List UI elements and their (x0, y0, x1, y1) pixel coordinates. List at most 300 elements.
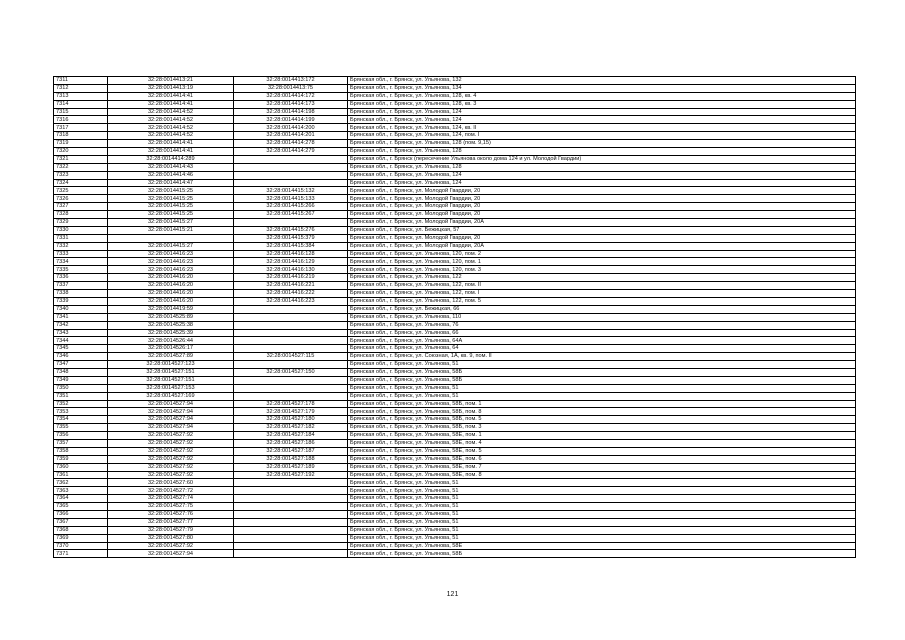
land-cadastral-number-cell: 32:28:0014416:23 (108, 266, 234, 274)
object-cadastral-number-cell: 32:28:0014413:172 (234, 77, 348, 85)
table-row (54, 345, 856, 353)
row-number-cell: 7320 (54, 148, 108, 156)
land-cadastral-number-cell: 32:28:0014413:21 (108, 77, 234, 85)
object-cadastral-number-cell: 32:28:0014414:278 (234, 140, 348, 148)
land-cadastral-number-cell: 32:28:0014527:92 (108, 542, 234, 550)
land-cadastral-number-cell: 32:28:0014527:92 (108, 463, 234, 471)
row-number-cell: 7338 (54, 290, 108, 298)
row-number-cell: 7312 (54, 84, 108, 92)
address-cell: Брянская обл., г. Брянск, ул. Ульянова, 58Б, пом. 5 (348, 416, 856, 424)
address-cell: Брянская обл., г. Брянск, ул. Молодой Гвардии, 20 (348, 234, 856, 242)
address-cell: Брянская обл., г. Брянск, ул. Ульянова, 122, пом. 5 (348, 297, 856, 305)
address-cell: Брянская обл., г. Брянск, ул. Ульянова, 128 (348, 163, 856, 171)
object-cadastral-number-cell: 32:28:0014416:222 (234, 290, 348, 298)
row-number-cell: 7349 (54, 376, 108, 384)
row-number-cell: 7335 (54, 266, 108, 274)
row-number-cell: 7326 (54, 195, 108, 203)
address-cell: Брянская обл., г. Брянск, ул. Ульянова, 51 (348, 479, 856, 487)
table-row (54, 195, 856, 203)
row-number-cell: 7339 (54, 297, 108, 305)
address-cell: Брянская обл., г. Брянск, ул. Ульянова, 76 (348, 321, 856, 329)
table-row (54, 140, 856, 148)
address-cell: Брянская обл., г. Брянск, ул. Ульянова, 51 (348, 487, 856, 495)
row-number-cell: 7318 (54, 132, 108, 140)
land-cadastral-number-cell: 32:28:0014419:59 (108, 305, 234, 313)
object-cadastral-number-cell: 32:28:0014416:219 (234, 274, 348, 282)
land-cadastral-number-cell: 32:28:0014414:46 (108, 171, 234, 179)
object-cadastral-number-cell (234, 376, 348, 384)
row-number-cell: 7351 (54, 392, 108, 400)
row-number-cell: 7362 (54, 479, 108, 487)
land-cadastral-number-cell: 32:28:0014527:94 (108, 550, 234, 558)
table-row (54, 211, 856, 219)
land-cadastral-number-cell: 32:28:0014414:41 (108, 92, 234, 100)
address-cell: Брянская обл., г. Брянск, ул. Ульянова, 124 (348, 179, 856, 187)
row-number-cell: 7344 (54, 337, 108, 345)
land-cadastral-number-cell: 32:28:0014416:20 (108, 290, 234, 298)
land-cadastral-number-cell: 32:28:0014415:27 (108, 242, 234, 250)
address-cell: Брянская обл., г. Брянск, ул. Ульянова, 134 (348, 84, 856, 92)
address-cell: Брянская обл., г. Брянск, ул. Ульянова, 58Б (348, 550, 856, 558)
land-cadastral-number-cell: 32:28:0014527:77 (108, 518, 234, 526)
object-cadastral-number-cell (234, 495, 348, 503)
row-number-cell: 7347 (54, 361, 108, 369)
object-cadastral-number-cell: 32:28:0014527:188 (234, 455, 348, 463)
row-number-cell: 7363 (54, 487, 108, 495)
land-cadastral-number-cell: 32:28:0014527:92 (108, 439, 234, 447)
table-row (54, 132, 856, 140)
object-cadastral-number-cell (234, 329, 348, 337)
object-cadastral-number-cell: 32:28:0014527:180 (234, 416, 348, 424)
table-row (54, 321, 856, 329)
table-row (54, 400, 856, 408)
row-number-cell: 7314 (54, 100, 108, 108)
land-cadastral-number-cell: 32:28:0014527:89 (108, 353, 234, 361)
address-cell: Брянская обл., г. Брянск, ул. Молодой Гвардии, 20 (348, 211, 856, 219)
object-cadastral-number-cell (234, 510, 348, 518)
land-cadastral-number-cell: 32:28:0014414:289 (108, 155, 234, 163)
object-cadastral-number-cell: 32:28:0014527:186 (234, 439, 348, 447)
object-cadastral-number-cell (234, 479, 348, 487)
land-cadastral-number-cell (108, 234, 234, 242)
table-row (54, 258, 856, 266)
row-number-cell: 7334 (54, 258, 108, 266)
object-cadastral-number-cell: 32:28:0014527:150 (234, 368, 348, 376)
page-number: 121 (446, 591, 459, 598)
land-cadastral-number-cell: 32:28:0014415:25 (108, 203, 234, 211)
object-cadastral-number-cell: 32:28:0014415:133 (234, 195, 348, 203)
address-cell: Брянская обл., г. Брянск, ул. Ульянова, 124 (348, 171, 856, 179)
land-cadastral-number-cell: 32:28:0014527:94 (108, 424, 234, 432)
object-cadastral-number-cell: 32:28:0014416:129 (234, 258, 348, 266)
address-cell: Брянская обл., г. Брянск, ул. Бежицкая, 57 (348, 226, 856, 234)
row-number-cell: 7370 (54, 542, 108, 550)
object-cadastral-number-cell: 32:28:0014415:276 (234, 226, 348, 234)
land-cadastral-number-cell: 32:28:0014415:25 (108, 195, 234, 203)
object-cadastral-number-cell: 32:28:0014415:132 (234, 187, 348, 195)
table-row (54, 479, 856, 487)
address-cell: Брянская обл., г. Брянск, ул. Ульянова, 58Б (348, 376, 856, 384)
land-cadastral-number-cell: 32:28:0014526:44 (108, 337, 234, 345)
address-cell: Брянская обл., г. Брянск, ул. Молодой Гвардии, 20А (348, 219, 856, 227)
table-row (54, 179, 856, 187)
object-cadastral-number-cell: 32:28:0014415:384 (234, 242, 348, 250)
land-cadastral-number-cell: 32:28:0014414:41 (108, 148, 234, 156)
land-cadastral-number-cell: 32:28:0014527:92 (108, 471, 234, 479)
row-number-cell: 7356 (54, 432, 108, 440)
row-number-cell: 7316 (54, 116, 108, 124)
address-cell: Брянская обл., г. Брянск, ул. Молодой Гвардии, 20 (348, 203, 856, 211)
address-cell: Брянская обл., г. Брянск, ул. Ульянова, 58Б, пом. 1 (348, 400, 856, 408)
land-cadastral-number-cell: 32:28:0014527:153 (108, 384, 234, 392)
land-cadastral-number-cell: 32:28:0014526:17 (108, 345, 234, 353)
object-cadastral-number-cell: 32:28:0014527:192 (234, 471, 348, 479)
table-row (54, 313, 856, 321)
table-row (54, 219, 856, 227)
row-number-cell: 7346 (54, 353, 108, 361)
land-cadastral-number-cell: 32:28:0014527:169 (108, 392, 234, 400)
table-row (54, 463, 856, 471)
land-cadastral-number-cell: 32:28:0014525:38 (108, 321, 234, 329)
table-row (54, 187, 856, 195)
address-cell: Брянская обл., г. Брянск, ул. Ульянова, 51 (348, 384, 856, 392)
object-cadastral-number-cell (234, 487, 348, 495)
object-cadastral-number-cell: 32:28:0014416:221 (234, 282, 348, 290)
object-cadastral-number-cell: 32:28:0014527:187 (234, 447, 348, 455)
address-cell: Брянская обл., г. Брянск, ул. Ульянова, 120, пом. 1 (348, 258, 856, 266)
address-cell: Брянская обл., г. Брянск, ул. Ульянова, 58Е, пом. 7 (348, 463, 856, 471)
table-row (54, 487, 856, 495)
address-cell: Брянская обл., г. Брянск, ул. Ульянова, 51 (348, 510, 856, 518)
table-row (54, 337, 856, 345)
address-cell: Брянская обл., г. Брянск, ул. Молодой Гвардии, 20 (348, 187, 856, 195)
address-cell: Брянская обл., г. Брянск, ул. Ульянова, 120, пом. 2 (348, 250, 856, 258)
object-cadastral-number-cell (234, 550, 348, 558)
object-cadastral-number-cell: 32:28:0014414:172 (234, 92, 348, 100)
table-body (54, 77, 856, 558)
land-cadastral-number-cell: 32:28:0014527:94 (108, 416, 234, 424)
object-cadastral-number-cell (234, 503, 348, 511)
address-cell: Брянская обл., г. Брянск, ул. Ульянова, 128, кв. 3 (348, 100, 856, 108)
object-cadastral-number-cell (234, 392, 348, 400)
address-cell: Брянская обл., г. Брянск, ул. Ульянова, 122, пом. II (348, 282, 856, 290)
land-cadastral-number-cell: 32:28:0014415:25 (108, 211, 234, 219)
row-number-cell: 7352 (54, 400, 108, 408)
table-row (54, 305, 856, 313)
land-cadastral-number-cell: 32:28:0014416:20 (108, 297, 234, 305)
table-row (54, 242, 856, 250)
table-row (54, 510, 856, 518)
object-cadastral-number-cell: 32:28:0014414:279 (234, 148, 348, 156)
object-cadastral-number-cell (234, 155, 348, 163)
land-cadastral-number-cell: 32:28:0014527:60 (108, 479, 234, 487)
address-cell: Брянская обл., г. Брянск, ул. Ульянова, 128 (348, 148, 856, 156)
table-row (54, 148, 856, 156)
land-cadastral-number-cell: 32:28:0014527:94 (108, 400, 234, 408)
land-cadastral-number-cell: 32:28:0014416:20 (108, 282, 234, 290)
object-cadastral-number-cell: 32:28:0014527:184 (234, 432, 348, 440)
address-cell: Брянская обл., г. Брянск, ул. Ульянова, 58Е, пом. 4 (348, 439, 856, 447)
land-cadastral-number-cell: 32:28:0014416:20 (108, 274, 234, 282)
table-row (54, 297, 856, 305)
object-cadastral-number-cell (234, 384, 348, 392)
row-number-cell: 7350 (54, 384, 108, 392)
table-row (54, 416, 856, 424)
land-cadastral-number-cell: 32:28:0014527:79 (108, 526, 234, 534)
table-row (54, 226, 856, 234)
table-row (54, 503, 856, 511)
land-cadastral-number-cell: 32:28:0014413:19 (108, 84, 234, 92)
address-cell: Брянская обл., г. Брянск, ул. Союзная, 1А, кв. 9, пом. II (348, 353, 856, 361)
table-row (54, 84, 856, 92)
table-row (54, 526, 856, 534)
address-cell: Брянская обл., г. Брянск, ул. Ульянова, 64 (348, 345, 856, 353)
object-cadastral-number-cell (234, 179, 348, 187)
table-row (54, 77, 856, 85)
row-number-cell: 7369 (54, 534, 108, 542)
row-number-cell: 7330 (54, 226, 108, 234)
row-number-cell: 7313 (54, 92, 108, 100)
table-row (54, 116, 856, 124)
address-cell: Брянская обл., г. Брянск, ул. Молодой Гвардии, 20 (348, 195, 856, 203)
row-number-cell: 7371 (54, 550, 108, 558)
address-cell: Брянская обл., г. Брянск, ул. Ульянова, 51 (348, 503, 856, 511)
row-number-cell: 7364 (54, 495, 108, 503)
address-cell: Брянская обл., г. Брянск, ул. Ульянова, 51 (348, 361, 856, 369)
object-cadastral-number-cell (234, 526, 348, 534)
object-cadastral-number-cell: 32:28:0014527:189 (234, 463, 348, 471)
object-cadastral-number-cell: 32:28:0014413:75 (234, 84, 348, 92)
address-cell: Брянская обл., г. Брянск, ул. Ульянова, 124, пом. I (348, 132, 856, 140)
row-number-cell: 7319 (54, 140, 108, 148)
table-row (54, 274, 856, 282)
row-number-cell: 7327 (54, 203, 108, 211)
object-cadastral-number-cell: 32:28:0014414:201 (234, 132, 348, 140)
row-number-cell: 7348 (54, 368, 108, 376)
table-row (54, 439, 856, 447)
row-number-cell: 7368 (54, 526, 108, 534)
address-cell: Брянская обл., г. Брянск, ул. Ульянова, 58Б (348, 368, 856, 376)
address-cell: Брянская обл., г. Брянск (пересечение Ульянова около дома 124 и ул. Молодой Гвардии) (348, 155, 856, 163)
object-cadastral-number-cell: 32:28:0014415:267 (234, 211, 348, 219)
table-row (54, 376, 856, 384)
table-row (54, 518, 856, 526)
object-cadastral-number-cell (234, 321, 348, 329)
object-cadastral-number-cell (234, 219, 348, 227)
table-row (54, 108, 856, 116)
row-number-cell: 7360 (54, 463, 108, 471)
land-cadastral-number-cell: 32:28:0014527:80 (108, 534, 234, 542)
address-cell: Брянская обл., г. Брянск, ул. Ульянова, 122 (348, 274, 856, 282)
table-row (54, 392, 856, 400)
row-number-cell: 7336 (54, 274, 108, 282)
object-cadastral-number-cell (234, 313, 348, 321)
address-cell: Брянская обл., г. Брянск, ул. Ульянова, 66 (348, 329, 856, 337)
address-cell: Брянская обл., г. Брянск, ул. Ульянова, 51 (348, 392, 856, 400)
table-row (54, 290, 856, 298)
land-cadastral-number-cell: 32:28:0014527:151 (108, 376, 234, 384)
row-number-cell: 7322 (54, 163, 108, 171)
land-cadastral-number-cell: 32:28:0014414:41 (108, 140, 234, 148)
table-row (54, 432, 856, 440)
land-cadastral-number-cell: 32:28:0014527:92 (108, 455, 234, 463)
land-cadastral-number-cell: 32:28:0014527:92 (108, 432, 234, 440)
address-cell: Брянская обл., г. Брянск, ул. Ульянова, 51 (348, 526, 856, 534)
row-number-cell: 7325 (54, 187, 108, 195)
row-number-cell: 7337 (54, 282, 108, 290)
table-row (54, 234, 856, 242)
table-row (54, 455, 856, 463)
row-number-cell: 7366 (54, 510, 108, 518)
land-cadastral-number-cell: 32:28:0014415:25 (108, 187, 234, 195)
table-row (54, 353, 856, 361)
table-row (54, 92, 856, 100)
address-cell: Брянская обл., г. Брянск, ул. Ульянова, 58Е, пом. 5 (348, 447, 856, 455)
row-number-cell: 7311 (54, 77, 108, 85)
table-row (54, 361, 856, 369)
land-cadastral-number-cell: 32:28:0014414:52 (108, 116, 234, 124)
object-cadastral-number-cell: 32:28:0014527:115 (234, 353, 348, 361)
table-row (54, 171, 856, 179)
land-cadastral-number-cell: 32:28:0014525:89 (108, 313, 234, 321)
object-cadastral-number-cell: 32:28:0014415:266 (234, 203, 348, 211)
land-cadastral-number-cell: 32:28:0014527:72 (108, 487, 234, 495)
row-number-cell: 7355 (54, 424, 108, 432)
land-cadastral-number-cell: 32:28:0014525:39 (108, 329, 234, 337)
table-row (54, 368, 856, 376)
object-cadastral-number-cell: 32:28:0014414:198 (234, 108, 348, 116)
table-row (54, 471, 856, 479)
address-cell: Брянская обл., г. Брянск, ул. Ульянова, 51 (348, 495, 856, 503)
table-row (54, 550, 856, 558)
table-row (54, 100, 856, 108)
land-cadastral-number-cell: 32:28:0014527:92 (108, 447, 234, 455)
table-row (54, 542, 856, 550)
table-row (54, 534, 856, 542)
land-cadastral-number-cell: 32:28:0014414:52 (108, 124, 234, 132)
land-cadastral-number-cell: 32:28:0014414:43 (108, 163, 234, 171)
object-cadastral-number-cell: 32:28:0014416:130 (234, 266, 348, 274)
table-row (54, 250, 856, 258)
table-row (54, 329, 856, 337)
table-row (54, 447, 856, 455)
land-cadastral-number-cell: 32:28:0014415:27 (108, 219, 234, 227)
address-cell: Брянская обл., г. Брянск, ул. Ульянова, 58Б, пом. 8 (348, 408, 856, 416)
object-cadastral-number-cell: 32:28:0014527:178 (234, 400, 348, 408)
address-cell: Брянская обл., г. Брянск, ул. Ульянова, 51 (348, 518, 856, 526)
row-number-cell: 7331 (54, 234, 108, 242)
address-cell: Брянская обл., г. Брянск, ул. Ульянова, 128 (пом. 9,15) (348, 140, 856, 148)
table-row (54, 163, 856, 171)
address-cell: Брянская обл., г. Брянск, ул. Ульянова, 122, пом. I (348, 290, 856, 298)
cadastral-table (53, 76, 856, 558)
address-cell: Брянская обл., г. Брянск, ул. Ульянова, 58Е (348, 542, 856, 550)
table-row (54, 124, 856, 132)
object-cadastral-number-cell (234, 345, 348, 353)
row-number-cell: 7332 (54, 242, 108, 250)
object-cadastral-number-cell: 32:28:0014414:173 (234, 100, 348, 108)
table-row (54, 203, 856, 211)
address-cell: Брянская обл., г. Брянск, ул. Ульянова, 124 (348, 108, 856, 116)
table-row (54, 495, 856, 503)
land-cadastral-number-cell: 32:28:0014527:76 (108, 510, 234, 518)
land-cadastral-number-cell: 32:28:0014527:94 (108, 408, 234, 416)
land-cadastral-number-cell: 32:28:0014416:23 (108, 250, 234, 258)
address-cell: Брянская обл., г. Брянск, ул. Ульянова, 64А (348, 337, 856, 345)
land-cadastral-number-cell: 32:28:0014527:123 (108, 361, 234, 369)
row-number-cell: 7340 (54, 305, 108, 313)
address-cell: Брянская обл., г. Брянск, ул. Ульянова, 58Б, пом. 3 (348, 424, 856, 432)
row-number-cell: 7361 (54, 471, 108, 479)
row-number-cell: 7359 (54, 455, 108, 463)
address-cell: Брянская обл., г. Брянск, ул. Ульянова, 58Е, пом. 1 (348, 432, 856, 440)
table-row (54, 424, 856, 432)
row-number-cell: 7342 (54, 321, 108, 329)
table-row (54, 155, 856, 163)
address-cell: Брянская обл., г. Брянск, ул. Ульянова, 110 (348, 313, 856, 321)
object-cadastral-number-cell (234, 163, 348, 171)
row-number-cell: 7333 (54, 250, 108, 258)
land-cadastral-number-cell: 32:28:0014414:41 (108, 100, 234, 108)
row-number-cell: 7321 (54, 155, 108, 163)
address-cell: Брянская обл., г. Брянск, ул. Ульянова, 124, кв. II (348, 124, 856, 132)
row-number-cell: 7317 (54, 124, 108, 132)
row-number-cell: 7324 (54, 179, 108, 187)
land-cadastral-number-cell: 32:28:0014527:75 (108, 503, 234, 511)
land-cadastral-number-cell: 32:28:0014527:74 (108, 495, 234, 503)
object-cadastral-number-cell: 32:28:0014416:128 (234, 250, 348, 258)
row-number-cell: 7365 (54, 503, 108, 511)
row-number-cell: 7357 (54, 439, 108, 447)
object-cadastral-number-cell: 32:28:0014527:182 (234, 424, 348, 432)
row-number-cell: 7367 (54, 518, 108, 526)
row-number-cell: 7315 (54, 108, 108, 116)
land-cadastral-number-cell: 32:28:0014414:52 (108, 108, 234, 116)
object-cadastral-number-cell: 32:28:0014414:199 (234, 116, 348, 124)
row-number-cell: 7329 (54, 219, 108, 227)
row-number-cell: 7354 (54, 416, 108, 424)
object-cadastral-number-cell: 32:28:0014416:223 (234, 297, 348, 305)
land-cadastral-number-cell: 32:28:0014416:23 (108, 258, 234, 266)
row-number-cell: 7323 (54, 171, 108, 179)
row-number-cell: 7341 (54, 313, 108, 321)
table-row (54, 282, 856, 290)
row-number-cell: 7328 (54, 211, 108, 219)
object-cadastral-number-cell: 32:28:0014414:200 (234, 124, 348, 132)
object-cadastral-number-cell (234, 534, 348, 542)
object-cadastral-number-cell (234, 518, 348, 526)
address-cell: Брянская обл., г. Брянск, ул. Ульянова, 124 (348, 116, 856, 124)
land-cadastral-number-cell: 32:28:0014527:151 (108, 368, 234, 376)
row-number-cell: 7358 (54, 447, 108, 455)
object-cadastral-number-cell (234, 305, 348, 313)
address-cell: Брянская обл., г. Брянск, ул. Молодой Гвардии, 20А (348, 242, 856, 250)
object-cadastral-number-cell (234, 542, 348, 550)
address-cell: Брянская обл., г. Брянск, ул. Ульянова, 132 (348, 77, 856, 85)
address-cell: Брянская обл., г. Брянск, ул. Ульянова, 51 (348, 534, 856, 542)
row-number-cell: 7353 (54, 408, 108, 416)
object-cadastral-number-cell (234, 171, 348, 179)
land-cadastral-number-cell: 32:28:0014414:47 (108, 179, 234, 187)
land-cadastral-number-cell: 32:28:0014414:52 (108, 132, 234, 140)
object-cadastral-number-cell (234, 361, 348, 369)
table-row (54, 384, 856, 392)
table-row (54, 266, 856, 274)
row-number-cell: 7345 (54, 345, 108, 353)
object-cadastral-number-cell (234, 337, 348, 345)
address-cell: Брянская обл., г. Брянск, ул. Бежицкая, 66 (348, 305, 856, 313)
address-cell: Брянская обл., г. Брянск, ул. Ульянова, 58Е, пом. 6 (348, 455, 856, 463)
